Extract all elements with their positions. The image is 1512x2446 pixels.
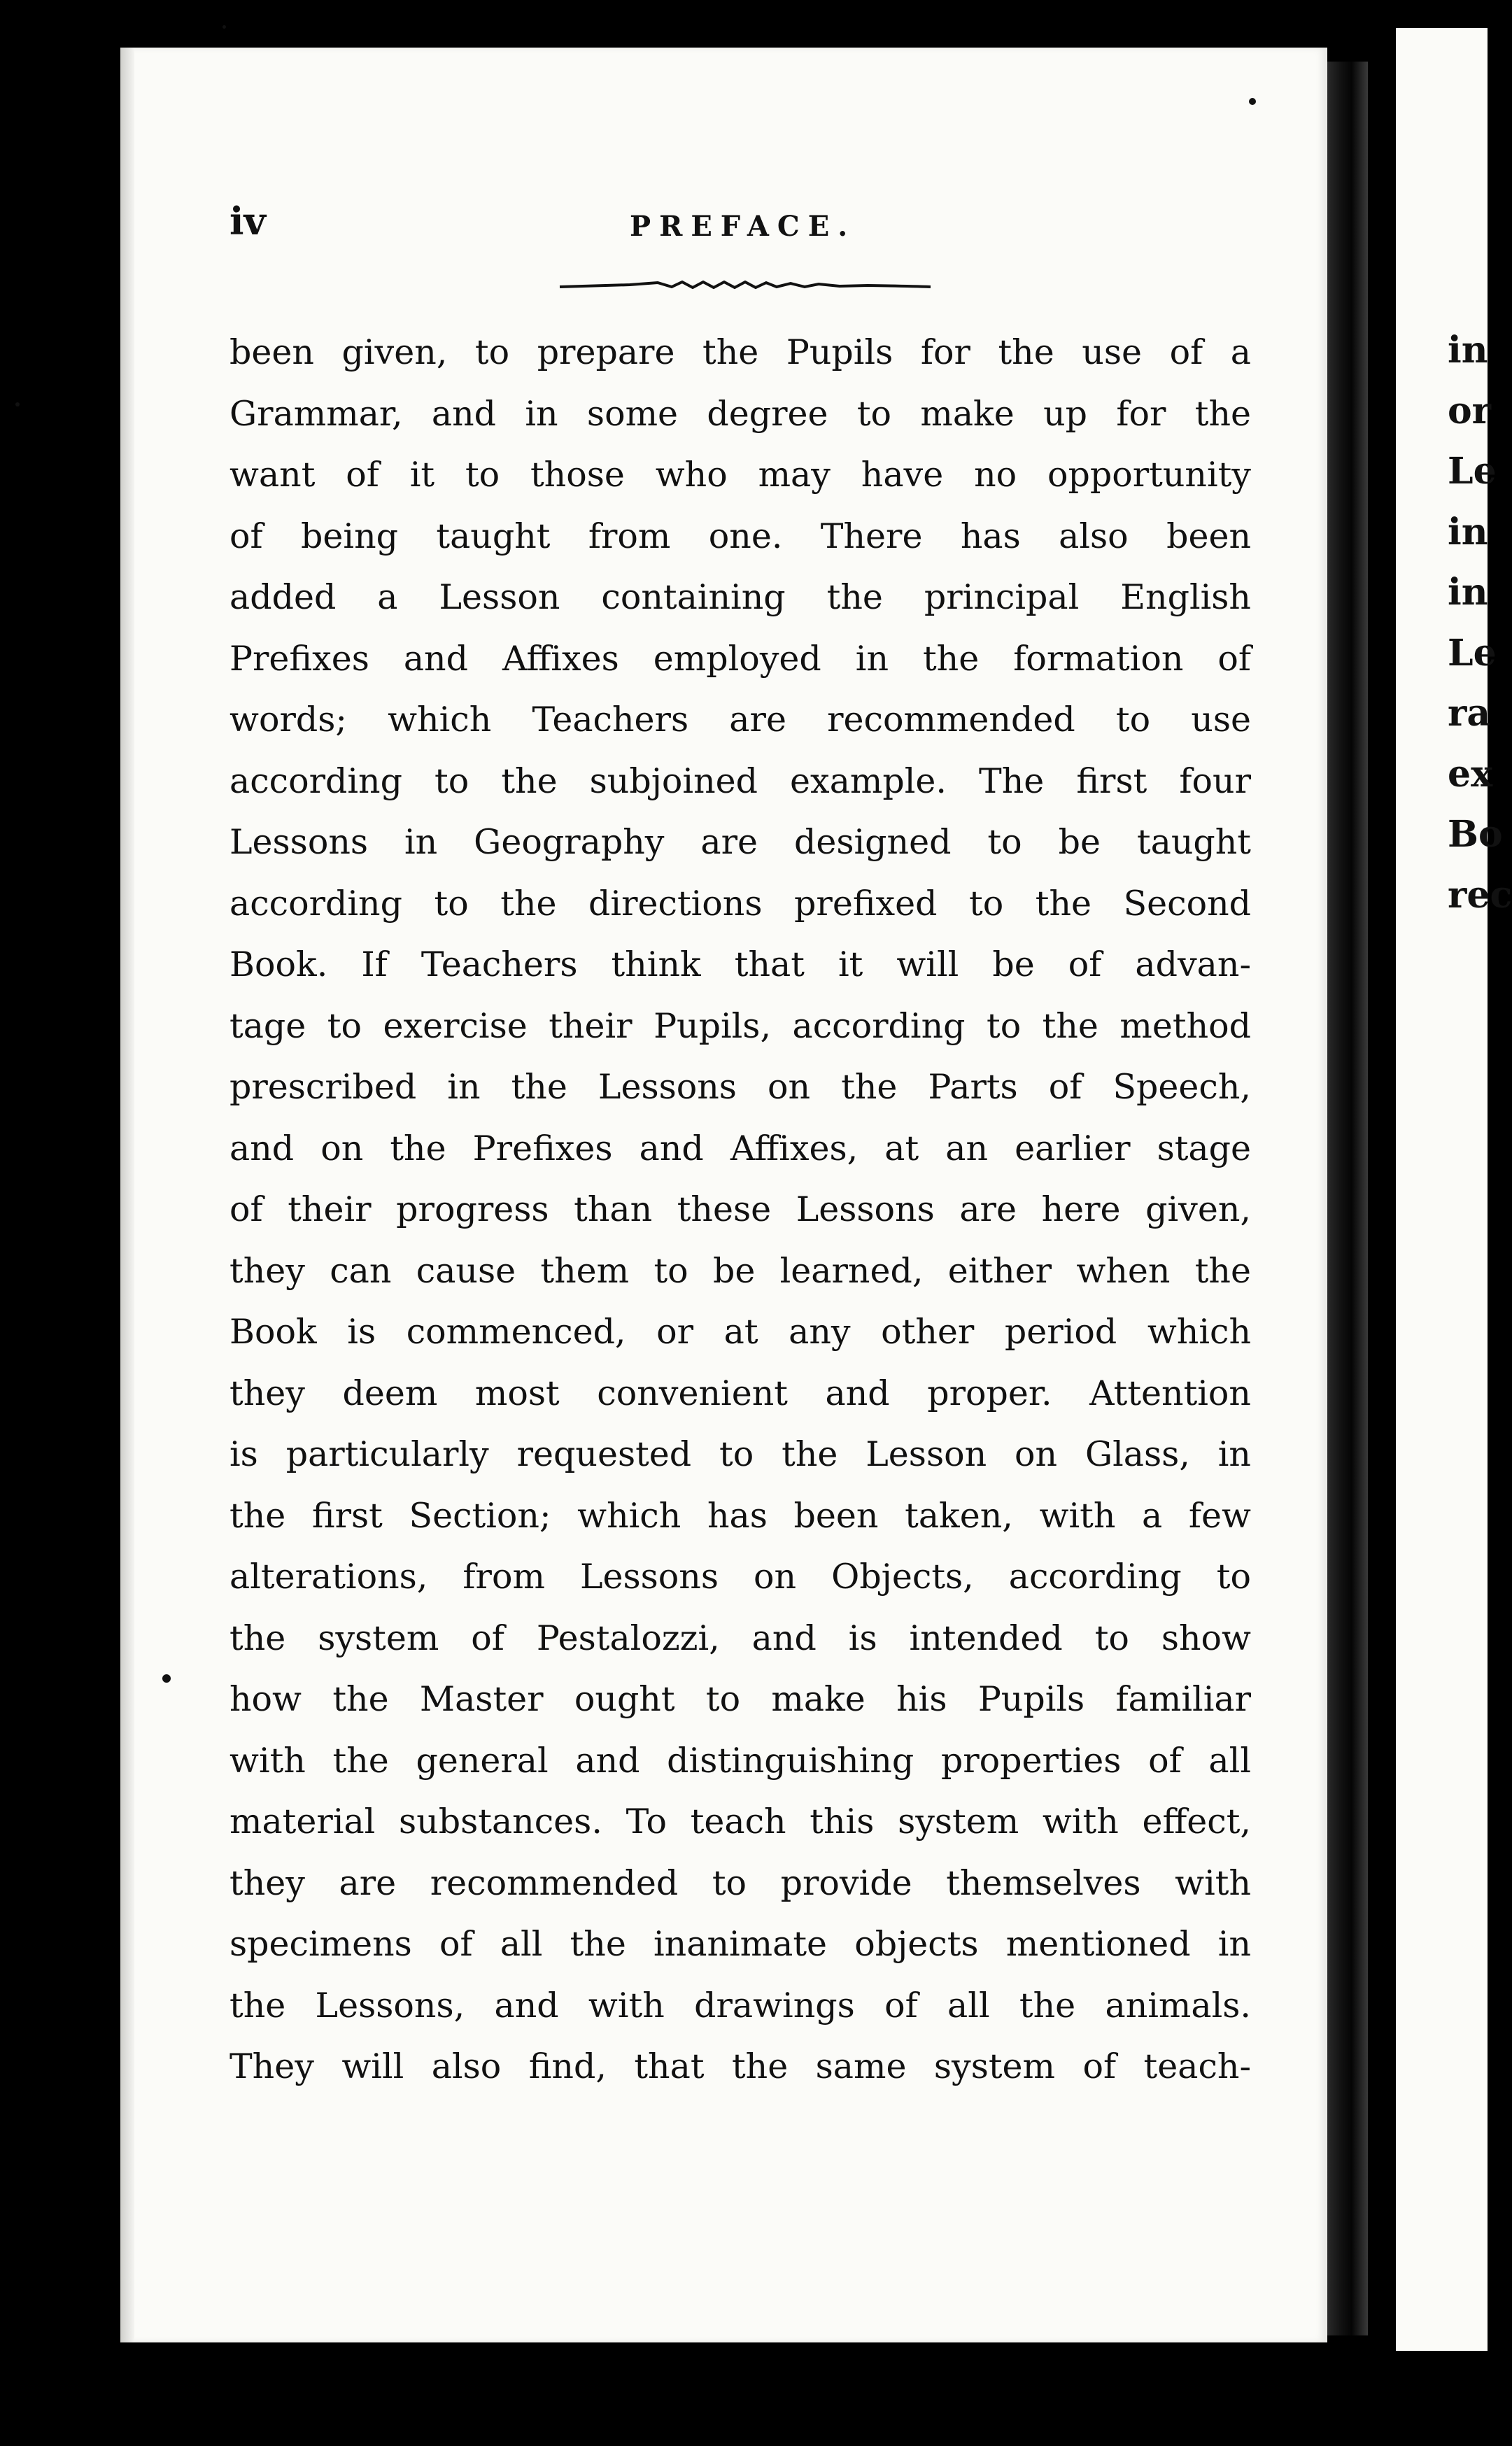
text-line: and on the Prefixes and Affixes, at an earlier stage <box>229 1128 1251 1168</box>
text-line: according to the directions prefixed to the Second <box>229 883 1251 924</box>
facing-page-line: Bo <box>1448 813 1503 856</box>
text-line: words; which Teachers are recommended to use <box>229 700 1251 740</box>
text-line: the system of Pestalozzi, and is intended to show <box>229 1618 1251 1658</box>
text-line: prescribed in the Lessons on the Parts of Speech, <box>229 1067 1251 1107</box>
text-line: according to the subjoined example. The first four <box>229 761 1251 801</box>
facing-page-line: in <box>1448 510 1488 553</box>
text-line: Book. If Teachers think that it will be of advan- <box>229 945 1251 984</box>
text-line: want of it to those who may have no opportunity <box>229 455 1251 495</box>
text-line: how the Master ought to make his Pupils familiar <box>229 1679 1251 1719</box>
text-line: they are recommended to provide themselves with <box>229 1862 1251 1903</box>
speck-mark <box>15 402 20 407</box>
decorative-rule-ornament <box>560 278 931 292</box>
facing-page-line: Le <box>1448 631 1497 674</box>
facing-page-text <box>1448 320 1512 926</box>
running-title: PREFACE. <box>630 210 856 243</box>
text-line: the first Section; which has been taken, with a few <box>229 1495 1251 1536</box>
text-line: Prefixes and Affixes employed in the formation of <box>229 638 1251 679</box>
book-gutter <box>1327 62 1368 2335</box>
body-text <box>229 322 1251 2098</box>
text-line: the Lessons, and with drawings of all the animals. <box>229 1985 1251 2026</box>
facing-page-line: in <box>1448 329 1488 372</box>
text-line: alterations, from Lessons on Objects, according to <box>229 1557 1251 1597</box>
facing-page-line: Le <box>1448 450 1497 493</box>
facing-page-line: ex <box>1448 752 1493 796</box>
left-page-edge <box>120 48 134 2342</box>
facing-page-line: ra <box>1448 692 1491 735</box>
facing-page-line: or <box>1448 389 1492 432</box>
text-line: Lessons in Geography are designed to be taught <box>229 822 1251 862</box>
speck-mark <box>1249 98 1256 105</box>
text-line: they deem most convenient and proper. Attention <box>229 1373 1251 1413</box>
text-line: material substances. To teach this system with effect, <box>229 1802 1251 1841</box>
text-line: been given, to prepare the Pupils for the use of a <box>229 332 1251 372</box>
speck-mark <box>222 25 226 29</box>
page-number: iv <box>229 199 266 243</box>
speck-mark <box>162 1674 171 1683</box>
text-line: is particularly requested to the Lesson on Glass, in <box>229 1434 1251 1474</box>
text-line: Grammar, and in some degree to make up for the <box>229 393 1251 434</box>
text-line: specimens of all the inanimate objects mentioned in <box>229 1924 1251 1964</box>
text-line: with the general and distinguishing properties of all <box>229 1740 1251 1781</box>
text-line: Book is commenced, or at any other period which <box>229 1312 1251 1352</box>
text-line: They will also find, that the same system of teach- <box>229 2046 1251 2086</box>
text-line: added a Lesson containing the principal English <box>229 577 1251 617</box>
text-line: of being taught from one. There has also been <box>229 516 1251 556</box>
text-line: they can cause them to be learned, either when the <box>229 1250 1251 1291</box>
facing-page-line: rec <box>1448 873 1512 917</box>
facing-page-line: in <box>1448 571 1488 614</box>
text-line: tage to exercise their Pupils, according to the method <box>229 1005 1251 1046</box>
text-line: of their progress than these Lessons are here given, <box>229 1189 1251 1229</box>
